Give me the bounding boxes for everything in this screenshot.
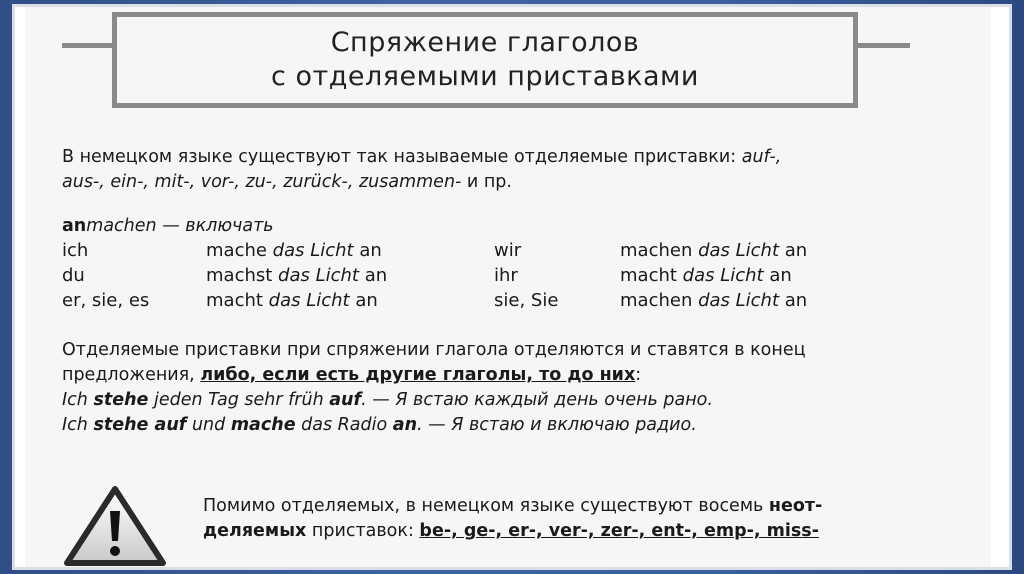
verb-form: machst das Licht an [206,265,388,286]
pronoun: ihr [494,265,518,286]
rule-line-2a: предложения, [62,365,201,385]
pronoun: sie, Sie [494,290,559,311]
pronoun: wir [494,240,522,261]
verb-heading [62,214,274,239]
verb-stem: machen [86,216,157,236]
pronoun: du [62,265,85,286]
intro-paragraph [62,145,932,195]
verb-translation: — включать [156,216,274,236]
verb-form: mache das Licht an [206,240,382,261]
note-paragraph: Помимо отделяемых, в немецком языке существуют восемь неот- деляемых приставок: be-, ge-, er-, ver-, zer-, ent-, emp-, miss- [203,496,823,541]
title-rule-left [62,43,112,48]
rule-line-1: Отделяемые приставки при спряжении глагола отделяются и ставятся в конец [62,340,806,360]
intro-prefixes-b: aus-, ein-, mit-, vor-, zu-, zurück-, zusammen- [62,172,462,192]
verb-form: machen das Licht an [620,290,808,311]
intro-lead: В немецком языке существуют так называемые отделяемые приставки: [62,147,742,167]
intro-prefixes-a: auf-, [741,147,782,167]
verb-form: macht das Licht an [206,290,378,311]
title-rule-right [858,43,910,48]
example-2: Ich stehe auf und mache das Radio an. — Я встаю и включаю радио. [62,415,697,435]
verb-form: macht das Licht an [620,265,792,286]
verb-prefix: an [62,216,87,236]
warning-triangle-icon [63,485,167,567]
pronoun: ich [62,240,89,261]
rule-emphasis: либо, если есть другие глаголы, то до них [200,365,636,385]
title-line-2: с отделяемыми приставками [271,61,699,92]
verb-form: machen das Licht an [620,240,808,261]
inseparable-prefixes: be-, ge-, er-, ver-, zer-, ent-, emp-, miss- [419,521,819,541]
intro-tail: и пр. [461,172,512,192]
title-box [112,12,858,108]
pronoun: er, sie, es [62,290,150,311]
title-line-1: Спряжение глаголов [330,27,640,58]
example-1: Ich stehe jeden Tag sehr früh auf. — Я встаю каждый день очень рано. [62,390,713,410]
rule-paragraph: Отделяемые приставки при спряжении глагола отделяются и ставятся в конец предложения, либо, если есть другие глаголы, то до них: Ich stehe jeden Tag sehr früh auf. — Я встаю каждый день очень рано. Ich stehe auf und mache das Radio an. — Я встаю и включаю радио. [62,340,806,435]
